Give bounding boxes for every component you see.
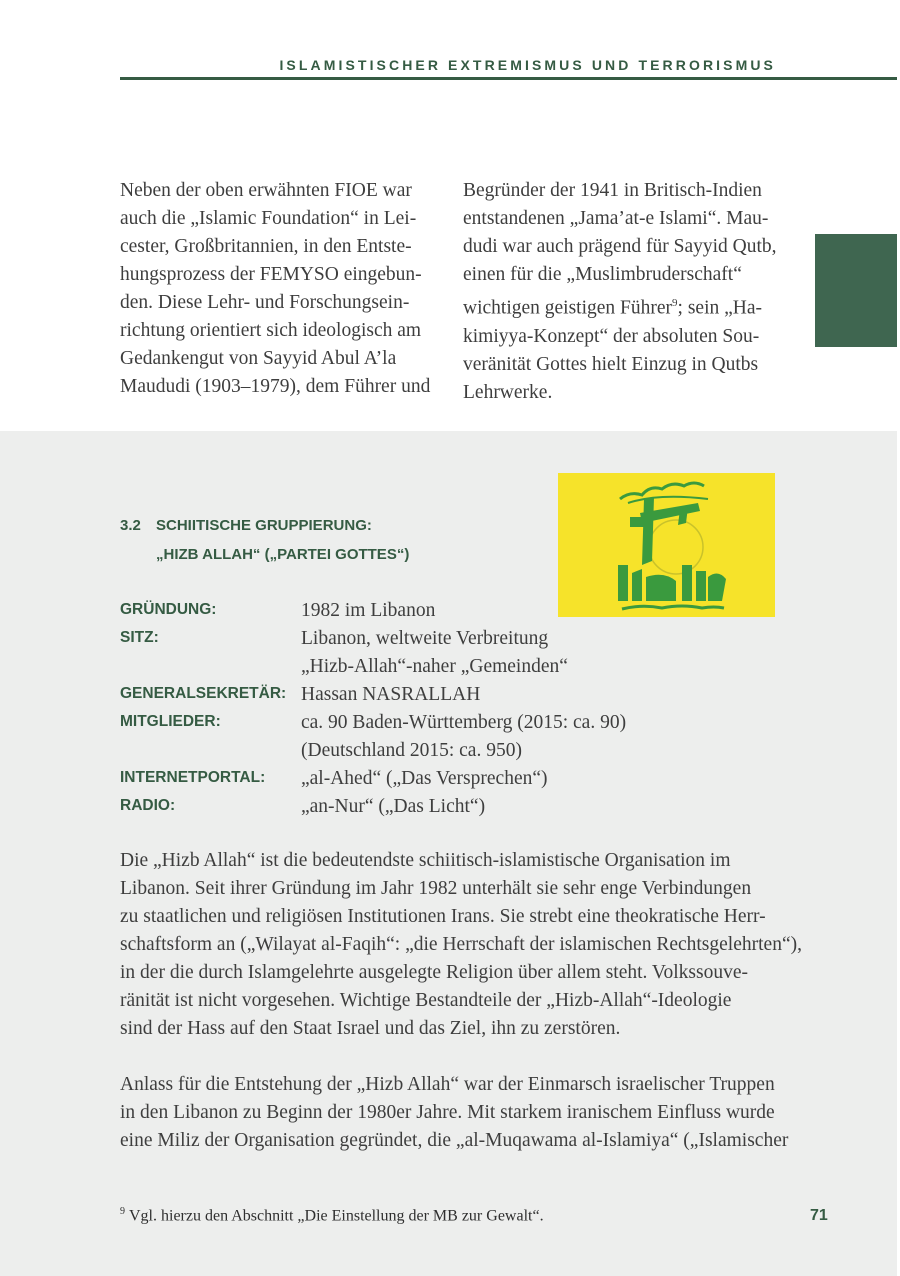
section-title: SCHIITISCHE GRUPPIERUNG: [156, 517, 372, 534]
intro-column-left [120, 177, 440, 401]
text-line: Lehrwerke. [463, 381, 553, 403]
page-number: 71 [810, 1207, 828, 1224]
text-line: einen für die „Muslimbruderschaft“ [463, 264, 742, 285]
text-line: in der die durch Islamgelehrte ausgelegte Religion über allem steht. Volkssouve- [120, 962, 748, 983]
footnote [120, 1206, 544, 1225]
fact-value: Hassan NASRALLAH [301, 684, 481, 705]
fact-value: Libanon, weltweite Verbreitung [301, 628, 549, 649]
text-line: schaftsform an („Wilayat al-Faqih“: „die Herrschaft der islamischen Rechtsgelehrten“), [120, 934, 802, 955]
text-fragment: wichtigen geistigen Führer [463, 297, 673, 319]
text-line: ränität ist nicht vorgesehen. Wichtige Bestandteile der „Hizb-Allah“-Ideologie [120, 990, 732, 1011]
section-heading [120, 511, 409, 569]
text-line: Gedankengut von Sayyid Abul A’la [120, 348, 397, 369]
fact-label: SITZ: [120, 629, 159, 646]
body-paragraph-2 [120, 1071, 788, 1155]
header-rule [120, 77, 897, 80]
text-line: Libanon. Seit ihrer Gründung im Jahr 1982 unterhält sie sehr enge Verbindungen [120, 878, 752, 899]
section-heading-line1 [120, 511, 409, 540]
footnote-text: Vgl. hierzu den Abschnitt „Die Einstellung der MB zur Gewalt“. [129, 1207, 544, 1225]
text-line: in den Libanon zu Beginn der 1980er Jahre. Mit starkem iranischem Einfluss wurde [120, 1102, 775, 1123]
fact-value: „al-Ahed“ („Das Versprechen“) [301, 768, 548, 789]
text-line: Anlass für die Entstehung der „Hizb Allah“ war der Einmarsch israelischer Truppen [120, 1074, 775, 1095]
text-line: den. Diese Lehr- und Forschungsein- [120, 292, 410, 313]
fact-value: „Hizb-Allah“-naher „Gemeinden“ [301, 656, 568, 677]
section-subtitle: „HIZB ALLAH“ („PARTEI GOTTES“) [156, 546, 410, 563]
hizb-allah-flag-icon [558, 473, 775, 617]
fact-label: MITGLIEDER: [120, 713, 221, 730]
fact-value: (Deutschland 2015: ca. 950) [301, 740, 522, 761]
text-line: sind der Hass auf den Staat Israel und das Ziel, ihn zu zerstören. [120, 1018, 621, 1039]
chapter-tab-marker [815, 234, 897, 347]
text-line: kimiyya-Konzept“ der absoluten Sou- [463, 325, 760, 347]
text-fragment: ; sein „Ha- [677, 297, 763, 319]
text-line: auch die „Islamic Foundation“ in Lei- [120, 208, 417, 229]
text-line: Begründer der 1941 in Britisch-Indien [463, 180, 762, 201]
intro-column-right [463, 177, 783, 407]
text-line: Neben der oben erwähnten FIOE war [120, 180, 412, 201]
fact-value: „an-Nur“ („Das Licht“) [301, 796, 486, 817]
section-number: 3.2 [120, 517, 141, 534]
footnote-reference[interactable]: 9 [672, 297, 678, 309]
text-line: entstandenen „Jama’at-e Islami“. Mau- [463, 208, 769, 229]
text-line: richtung orientiert sich ideologisch am [120, 320, 422, 341]
fact-label: INTERNETPORTAL: [120, 769, 266, 786]
text-line: Maududi (1903–1979), dem Führer und [120, 376, 431, 397]
text-line: zu staatlichen und religiösen Institutionen Irans. Sie strebt eine theokratische Herr- [120, 906, 766, 927]
fact-label: GRÜNDUNG: [120, 601, 217, 618]
flag-emblem-icon [558, 473, 775, 617]
text-line: cester, Großbritannien, in den Entste- [120, 236, 412, 257]
footnote-marker: 9 [120, 1206, 125, 1217]
fact-label: RADIO: [120, 797, 176, 814]
text-line: eine Miliz der Organisation gegründet, die „al-Muqawama al-Islamiya“ („Islamischer [120, 1130, 789, 1151]
running-header-title: ISLAMISTISCHER EXTREMISMUS UND TERRORISMUS [279, 57, 776, 73]
fact-value: ca. 90 Baden-Württemberg (2015: ca. 90) [301, 712, 627, 733]
text-line: dudi war auch prägend für Sayyid Qutb, [463, 236, 777, 257]
text-line: veränität Gottes hielt Einzug in Qutbs [463, 353, 759, 375]
text-line [463, 289, 783, 323]
fact-value: 1982 im Libanon [301, 600, 436, 621]
text-line: hungsprozess der FEMYSO eingebun- [120, 264, 422, 285]
fact-label: GENERALSEKRETÄR: [120, 685, 287, 702]
body-paragraph-1 [120, 847, 802, 1043]
text-line: Die „Hizb Allah“ ist die bedeutendste schiitisch-islamistische Organisation im [120, 850, 731, 871]
